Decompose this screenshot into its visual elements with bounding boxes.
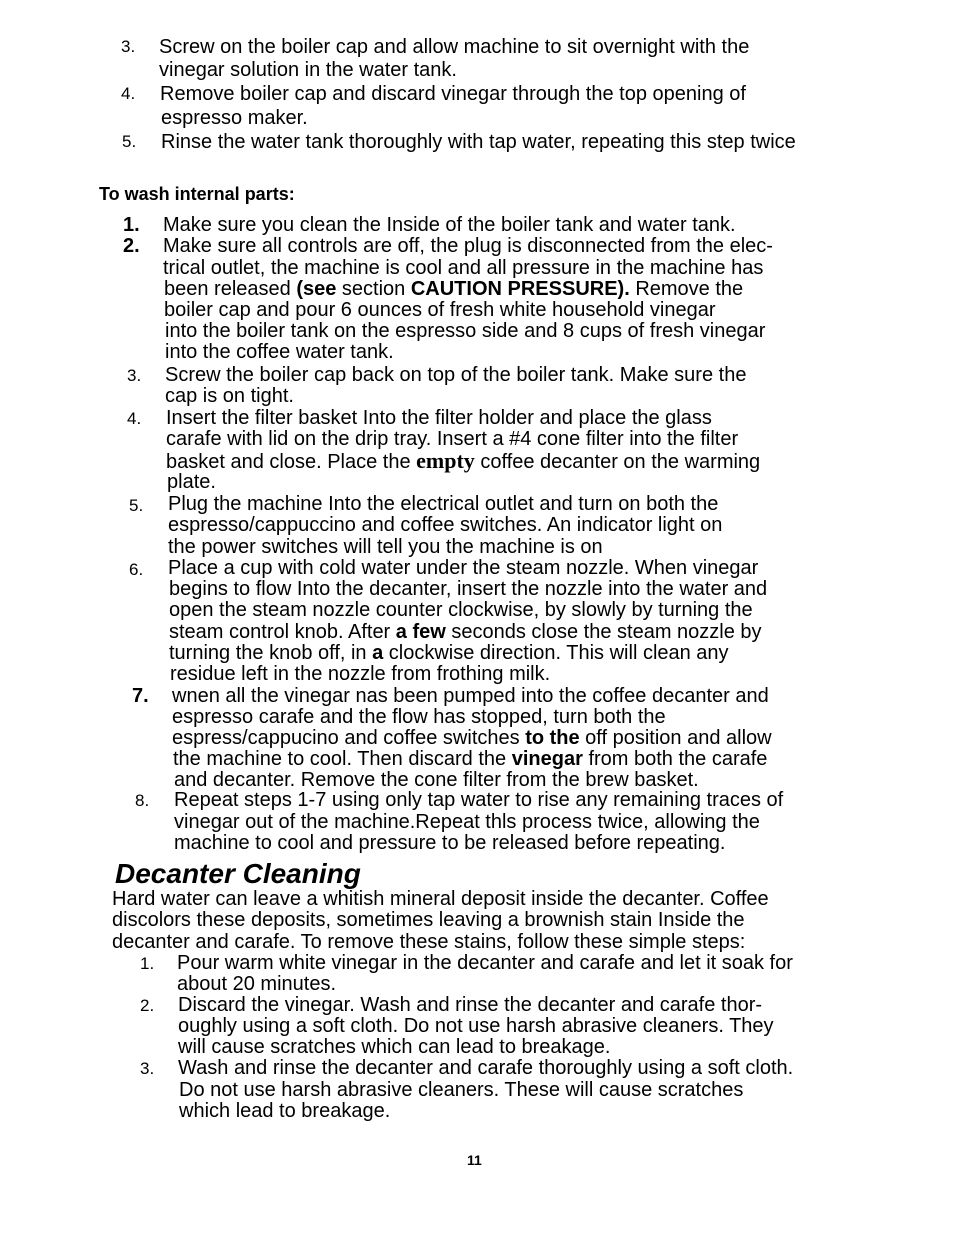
list-item-text: carafe with lid on the drip tray. Insert a #4 cone filter into the filter <box>166 428 739 450</box>
list-item-text: the machine to cool. Then discard the vinegar from both the carafe <box>173 748 768 770</box>
list-item-text: boiler cap and pour 6 ounces of fresh white household vinegar <box>164 299 716 321</box>
list-item-text: Discard the vinegar. Wash and rinse the decanter and carafe thor- <box>178 994 763 1016</box>
section-heading: Decanter Cleaning <box>115 858 361 889</box>
list-item-text: trical outlet, the machine is cool and all pressure in the machine has <box>163 257 764 279</box>
list-item-text: about 20 minutes. <box>177 973 336 995</box>
list-number: 7. <box>132 685 149 707</box>
list-item-text: open the steam nozzle counter clockwise, by slowly by turning the <box>169 599 753 621</box>
list-item-text: Make sure all controls are off, the plug is disconnected from the elec- <box>163 235 773 257</box>
list-item-text: turning the knob off, in a clockwise direction. This will clean any <box>169 642 729 664</box>
list-item-text: espresso carafe and the flow has stopped, turn both the <box>172 706 666 728</box>
list-number: 1. <box>123 214 140 236</box>
list-item-text: residue left in the nozzle from frothing milk. <box>170 663 551 685</box>
list-item-text: plate. <box>167 471 216 493</box>
list-number: 5. <box>129 496 144 515</box>
list-item-text: basket and close. Place the empty coffee decanter on the warming <box>166 448 761 473</box>
list-item-text: steam control knob. After a few seconds close the steam nozzle by <box>169 621 762 643</box>
list-item-text: cap is on tight. <box>165 385 294 407</box>
list-item-text: will cause scratches which can lead to breakage. <box>178 1036 611 1058</box>
list-item-text: into the boiler tank on the espresso side and 8 cups of fresh vinegar <box>165 320 766 342</box>
list-item-text: espress/cappucino and coffee switches to the off position and allow <box>172 727 772 749</box>
list-item-text: espresso maker. <box>161 107 308 129</box>
intro-text: discolors these deposits, sometimes leaving a brownish stain Inside the <box>112 909 745 931</box>
list-item-text: Pour warm white vinegar in the decanter and carafe and let it soak for <box>177 952 793 974</box>
list-item-text: into the coffee water tank. <box>165 341 394 363</box>
list-item-text: vinegar solution in the water tank. <box>159 59 457 81</box>
list-number: 3. <box>140 1059 155 1078</box>
list-item-text: which lead to breakage. <box>179 1100 391 1122</box>
list-number: 6. <box>129 560 144 579</box>
list-number: 2. <box>123 235 140 257</box>
list-item-text: been released (see section CAUTION PRESSURE). Remove the <box>164 278 744 300</box>
list-item-text: and decanter. Remove the cone filter from the brew basket. <box>174 769 699 791</box>
list-item-text: vinegar out of the machine.Repeat thls process twice, allowing the <box>174 811 760 833</box>
list-number: 1. <box>140 954 155 973</box>
intro-text: decanter and carafe. To remove these stains, follow these simple steps: <box>112 931 746 953</box>
list-number: 4. <box>127 409 142 428</box>
list-item-text: Rinse the water tank thoroughly with tap water, repeating this step twice <box>161 131 796 153</box>
list-item-text: Screw on the boiler cap and allow machine to sit overnight with the <box>159 36 750 58</box>
list-number: 4. <box>121 84 136 103</box>
list-item-text: machine to cool and pressure to be released before repeating. <box>174 832 726 854</box>
list-number: 2. <box>140 996 155 1015</box>
list-item-text: oughly using a soft cloth. Do not use harsh abrasive cleaners. They <box>178 1015 774 1037</box>
list-item-text: Repeat steps 1-7 using only tap water to rise any remaining traces of <box>174 789 784 811</box>
list-item-text: espresso/cappuccino and coffee switches. An indicator light on <box>168 514 723 536</box>
list-item-text: Insert the filter basket Into the filter holder and place the glass <box>166 407 712 429</box>
list-item-text: Do not use harsh abrasive cleaners. These will cause scratches <box>179 1079 744 1101</box>
list-item-text: Make sure you clean the Inside of the boiler tank and water tank. <box>163 214 736 236</box>
section-heading: To wash internal parts: <box>99 184 295 204</box>
list-item-text: begins to flow Into the decanter, insert the nozzle into the water and <box>169 578 768 600</box>
list-number: 5. <box>122 132 137 151</box>
list-item-text: Plug the machine Into the electrical outlet and turn on both the <box>168 493 719 515</box>
intro-text: Hard water can leave a whitish mineral deposit inside the decanter. Coffee <box>112 888 769 910</box>
page-number: 11 <box>467 1152 482 1168</box>
list-item-text: Place a cup with cold water under the steam nozzle. When vinegar <box>168 557 759 579</box>
list-item-text: wnen all the vinegar nas been pumped into the coffee decanter and <box>172 685 769 707</box>
list-item-text: the power switches will tell you the machine is on <box>168 536 603 558</box>
list-number: 3. <box>127 366 142 385</box>
list-number: 3. <box>121 37 136 56</box>
list-item-text: Remove boiler cap and discard vinegar through the top opening of <box>160 83 746 105</box>
list-item-text: Screw the boiler cap back on top of the boiler tank. Make sure the <box>165 364 747 386</box>
list-number: 8. <box>135 791 150 810</box>
list-item-text: Wash and rinse the decanter and carafe thoroughly using a soft cloth. <box>178 1057 794 1079</box>
